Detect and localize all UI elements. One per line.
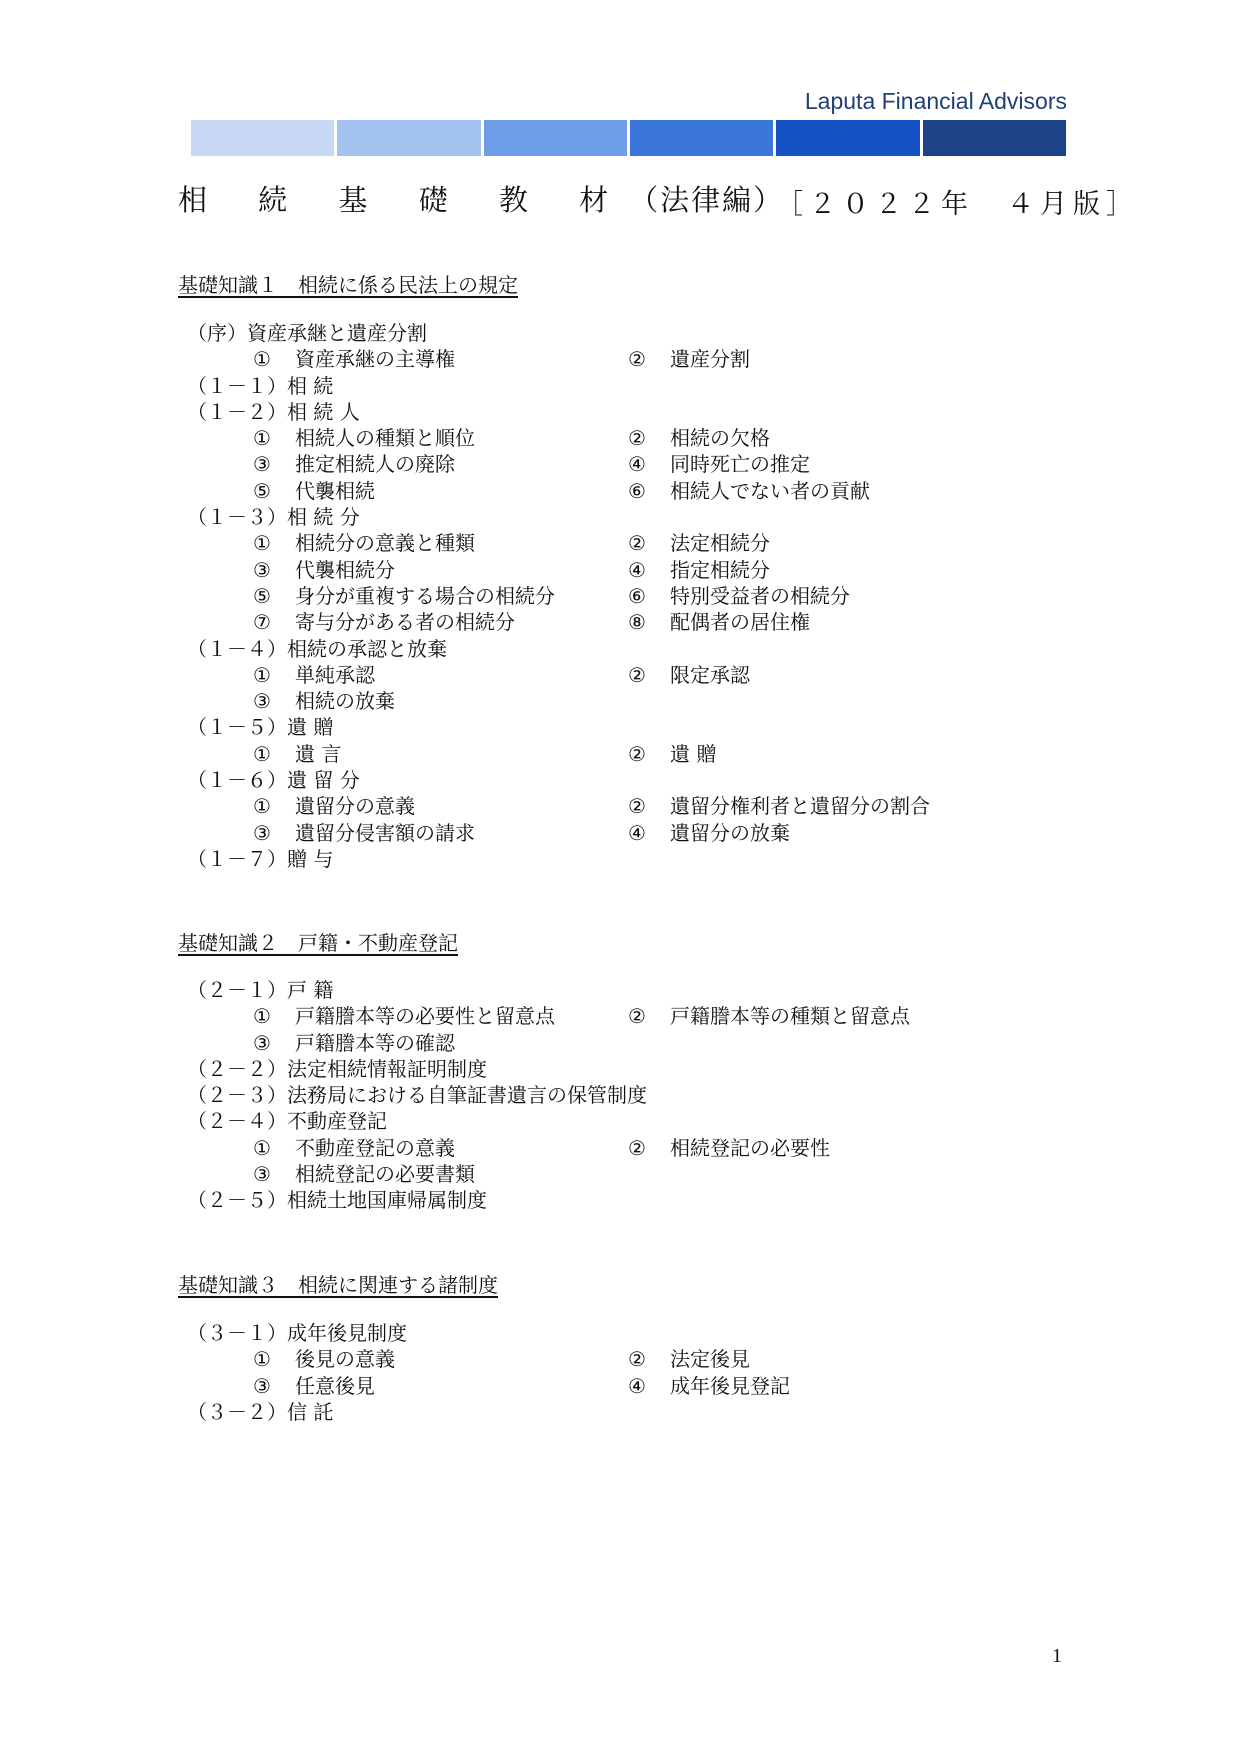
subitem-marker: ① <box>253 531 271 556</box>
page-number: 1 <box>1052 1645 1062 1667</box>
subitem-row <box>187 425 1087 451</box>
subitem-text: 戸籍謄本等の確認 <box>295 1030 455 1055</box>
subitem-text: 成年後見登記 <box>670 1373 790 1398</box>
outline-item <box>187 1320 1087 1346</box>
subitem-text: 遺 言 <box>295 741 342 766</box>
subitem-row <box>187 346 1087 372</box>
subitem-text: 相続登記の必要書類 <box>295 1162 475 1187</box>
outline-item-label: （２－２）法定相続情報証明制度 <box>187 1056 487 1081</box>
outline-item <box>187 767 1087 793</box>
subitem-text: 後見の意義 <box>295 1347 395 1372</box>
title-sub: （法律編） <box>629 183 785 217</box>
subitem-marker: ② <box>628 1347 646 1372</box>
subitem-text: 単純承認 <box>295 662 375 687</box>
subitem-text: 代襲相続 <box>295 478 375 503</box>
subitem-marker: ⑦ <box>253 610 271 635</box>
subitem-marker: ② <box>628 741 646 766</box>
subitem-text: 配偶者の居住権 <box>670 610 810 635</box>
section-outline <box>187 320 1087 872</box>
subitem-text: 同時死亡の推定 <box>670 452 810 477</box>
outline-item <box>187 1082 1087 1108</box>
subitem-row <box>187 1373 1087 1399</box>
subitem-row <box>187 530 1087 556</box>
edition-label: ［２０２２年 ４月版］ <box>776 189 1139 220</box>
subitem-marker: ② <box>628 662 646 687</box>
section-heading: 基礎知識２ 戸籍・不動産登記 <box>178 931 458 955</box>
subitem-row <box>187 662 1087 688</box>
subitem-row <box>187 1030 1087 1056</box>
subitem-text: 遺留分侵害額の請求 <box>295 820 475 845</box>
outline-item-label: （２－１）戸 籍 <box>187 978 334 1002</box>
outline-item <box>187 1187 1087 1213</box>
subitem-text: 特別受益者の相続分 <box>670 583 850 608</box>
outline-item <box>187 399 1087 425</box>
outline-item <box>187 320 1087 346</box>
subitem-marker: ⑧ <box>628 610 646 635</box>
subitem-marker: ④ <box>628 452 646 477</box>
outline-item-label: （１－３）相 続 分 <box>187 505 360 530</box>
section-outline <box>187 977 1087 1214</box>
outline-item-label: （２－３）法務局における自筆証書遺言の保管制度 <box>187 1083 647 1108</box>
outline-item <box>187 1108 1087 1134</box>
outline-item-label: （序）資産承継と遺産分割 <box>187 321 427 345</box>
subitem-text: 任意後見 <box>295 1373 375 1398</box>
subitem-marker: ⑥ <box>628 478 646 503</box>
subitem-marker: ③ <box>253 689 271 714</box>
outline-item-label: （１－６）遺 留 分 <box>187 768 360 793</box>
color-bar-segment <box>776 120 919 156</box>
subitem-text: 推定相続人の廃除 <box>295 452 455 477</box>
subitem-text: 遺産分割 <box>670 347 750 372</box>
subitem-marker: ③ <box>253 1373 271 1398</box>
subitem-row <box>187 1003 1087 1029</box>
subitem-marker: ⑥ <box>628 583 646 608</box>
outline-item-label: （１－５）遺 贈 <box>187 715 334 740</box>
subitem-marker: ② <box>628 1135 646 1160</box>
subitem-marker: ① <box>253 1004 271 1029</box>
subitem-marker: ① <box>253 794 271 819</box>
subitem-row <box>187 1161 1087 1187</box>
subitem-text: 遺留分権利者と遺留分の割合 <box>670 794 930 819</box>
subitem-text: 相続の欠格 <box>670 426 770 451</box>
subitem-text: 相続の放棄 <box>295 689 395 714</box>
subitem-marker: ③ <box>253 557 271 582</box>
subitem-row <box>187 793 1087 819</box>
subitem-marker: ③ <box>253 1030 271 1055</box>
subitem-text: 相続登記の必要性 <box>670 1135 830 1160</box>
subitem-row <box>187 583 1087 609</box>
subitem-row <box>187 609 1087 635</box>
subitem-marker: ④ <box>628 557 646 582</box>
subitem-row <box>187 1346 1087 1372</box>
subitem-marker: ④ <box>628 820 646 845</box>
title-main: 相 続 基 礎 教 材 <box>178 183 630 217</box>
subitem-row <box>187 1135 1087 1161</box>
subitem-marker: ③ <box>253 1162 271 1187</box>
outline-item-label: （１－４）相続の承認と放棄 <box>187 636 447 661</box>
subitem-text: 指定相続分 <box>670 557 770 582</box>
outline-item <box>187 1399 1087 1425</box>
subitem-text: 戸籍謄本等の必要性と留意点 <box>295 1004 555 1029</box>
color-bar-segment <box>191 120 334 156</box>
subitem-marker: ① <box>253 347 271 372</box>
subitem-text: 身分が重複する場合の相続分 <box>295 583 555 608</box>
subitem-marker: ② <box>628 1004 646 1029</box>
section-heading: 基礎知識１ 相続に係る民法上の規定 <box>178 273 518 297</box>
subitem-marker: ② <box>628 347 646 372</box>
subitem-marker: ③ <box>253 820 271 845</box>
subitem-row <box>187 451 1087 477</box>
section-outline <box>187 1320 1087 1425</box>
outline-item-label: （１－１）相 続 <box>187 373 334 398</box>
subitem-text: 法定相続分 <box>670 531 770 556</box>
subitem-marker: ① <box>253 1135 271 1160</box>
subitem-text: 限定承認 <box>670 662 750 687</box>
subitem-text: 戸籍謄本等の種類と留意点 <box>670 1004 910 1029</box>
subitem-marker: ⑤ <box>253 478 271 503</box>
subitem-marker: ② <box>628 426 646 451</box>
subitem-row <box>187 557 1087 583</box>
subitem-text: 資産承継の主導権 <box>295 347 455 372</box>
subitem-text: 相続人でない者の貢献 <box>670 478 870 503</box>
company-name: Laputa Financial Advisors <box>804 88 1067 114</box>
subitem-marker: ② <box>628 794 646 819</box>
subitem-text: 相続人の種類と順位 <box>295 426 475 451</box>
subitem-marker: ① <box>253 741 271 766</box>
section-heading: 基礎知識３ 相続に関連する諸制度 <box>178 1273 498 1297</box>
outline-item <box>187 977 1087 1003</box>
header-color-bar <box>191 120 1066 156</box>
outline-item <box>187 714 1087 740</box>
outline-item-label: （２－５）相続土地国庫帰属制度 <box>187 1188 487 1213</box>
color-bar-segment <box>337 120 480 156</box>
outline-item-label: （３－２）信 託 <box>187 1399 334 1424</box>
outline-item <box>187 846 1087 872</box>
subitem-marker: ④ <box>628 1373 646 1398</box>
outline-item-label: （１－７）贈 与 <box>187 846 334 871</box>
subitem-marker: ① <box>253 1347 271 1372</box>
outline-item <box>187 1056 1087 1082</box>
subitem-row <box>187 688 1087 714</box>
subitem-row <box>187 478 1087 504</box>
outline-item <box>187 504 1087 530</box>
subitem-marker: ② <box>628 531 646 556</box>
subitem-text: 遺 贈 <box>670 741 717 766</box>
subitem-row <box>187 820 1087 846</box>
subitem-text: 寄与分がある者の相続分 <box>295 610 515 635</box>
subitem-text: 遺留分の放棄 <box>670 820 790 845</box>
document-title <box>178 178 784 219</box>
outline-item <box>187 636 1087 662</box>
outline-item-label: （１－２）相 続 人 <box>187 399 360 424</box>
color-bar-segment <box>923 120 1066 156</box>
subitem-marker: ① <box>253 426 271 451</box>
color-bar-segment <box>484 120 627 156</box>
subitem-marker: ⑤ <box>253 583 271 608</box>
subitem-text: 遺留分の意義 <box>295 794 415 819</box>
subitem-row <box>187 741 1087 767</box>
outline-item <box>187 373 1087 399</box>
color-bar-segment <box>630 120 773 156</box>
subitem-marker: ③ <box>253 452 271 477</box>
subitem-marker: ① <box>253 662 271 687</box>
subitem-text: 不動産登記の意義 <box>295 1135 455 1160</box>
subitem-text: 法定後見 <box>670 1347 750 1372</box>
outline-item-label: （２－４）不動産登記 <box>187 1109 387 1134</box>
outline-item-label: （３－１）成年後見制度 <box>187 1321 407 1345</box>
subitem-text: 相続分の意義と種類 <box>295 531 475 556</box>
subitem-text: 代襲相続分 <box>295 557 395 582</box>
